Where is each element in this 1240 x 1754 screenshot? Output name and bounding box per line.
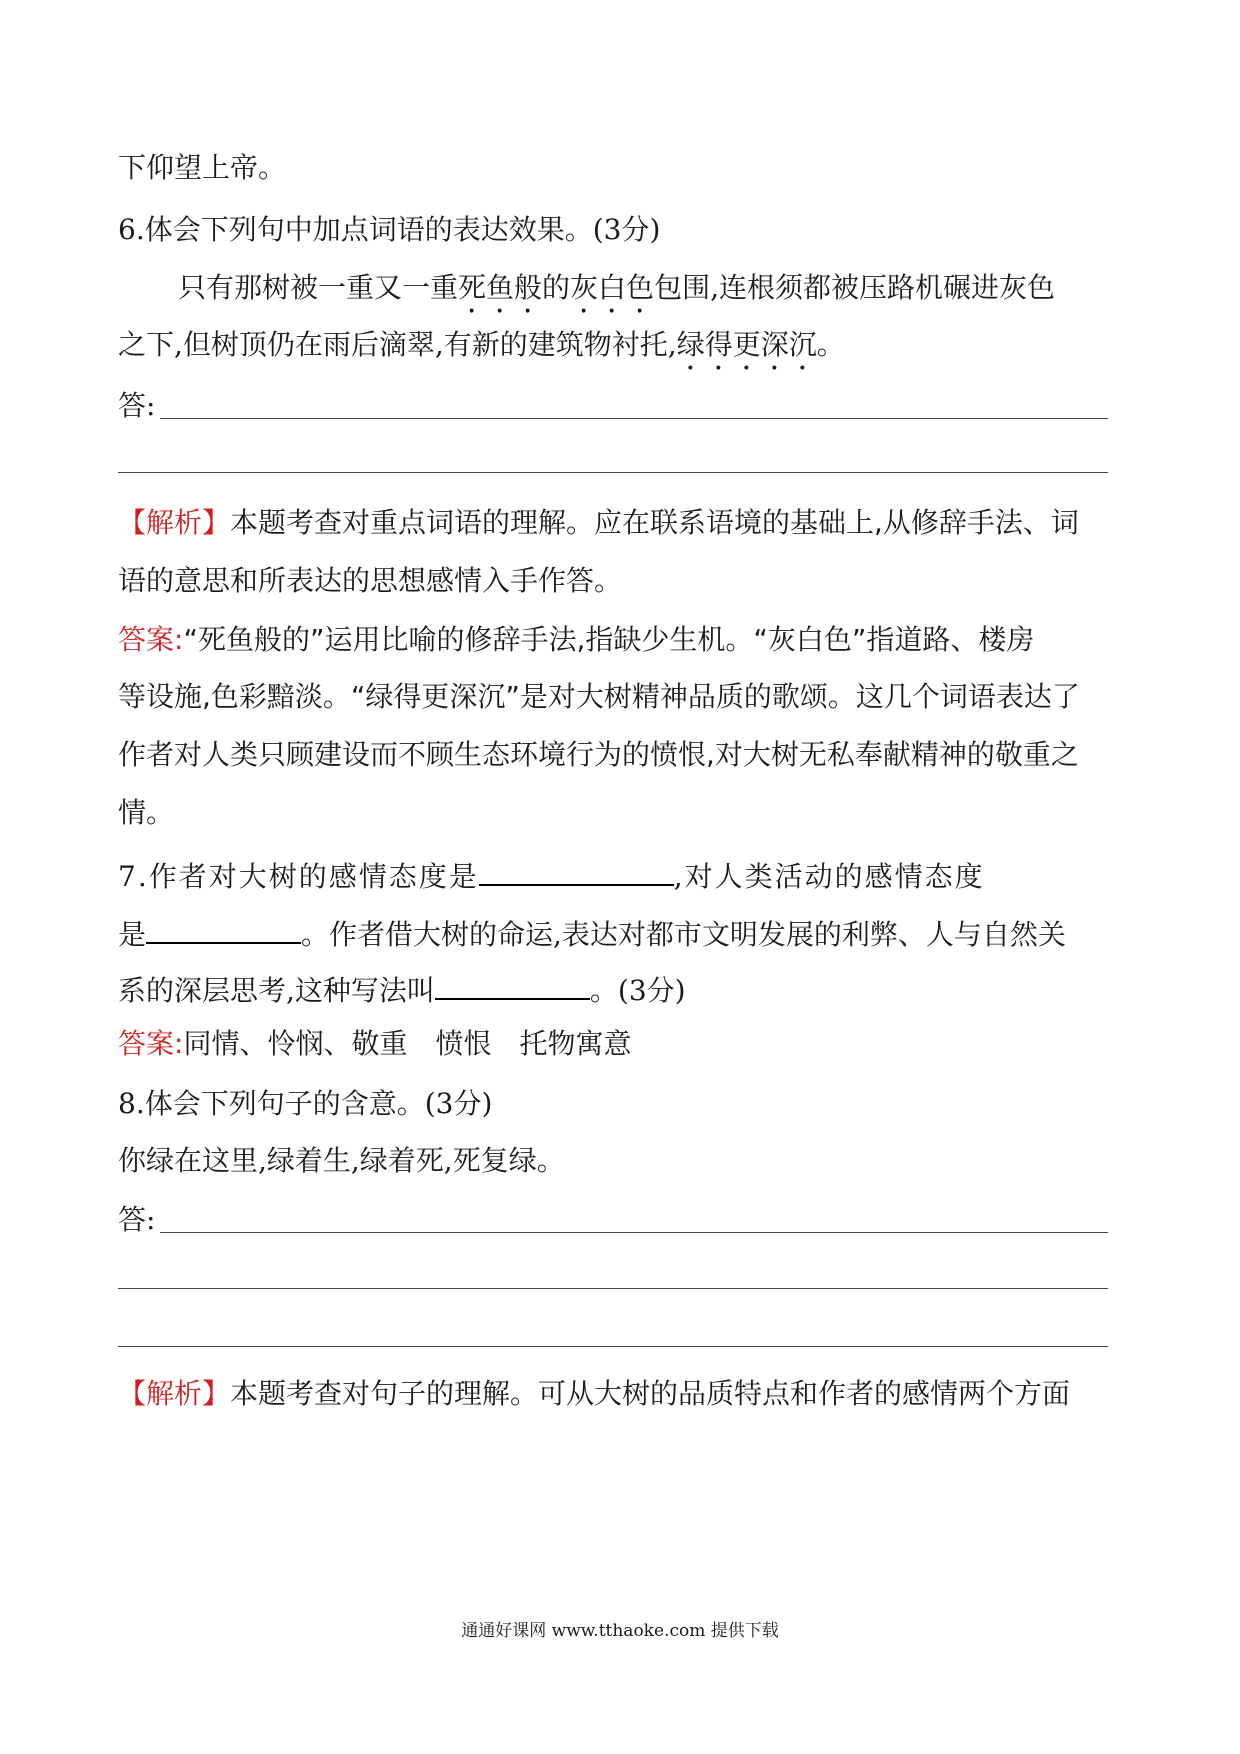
answer-label: 答:	[118, 389, 156, 422]
answer-blank-line[interactable]	[118, 472, 1108, 473]
fill-blank[interactable]	[146, 910, 301, 944]
answer-prefix	[118, 386, 155, 426]
answer-7	[118, 1024, 631, 1064]
answer-6	[118, 620, 1034, 660]
answer-label: 答:	[118, 1203, 156, 1236]
answer-blank-line[interactable]	[160, 418, 1108, 419]
text-fragment: 的	[542, 271, 571, 304]
answer-tag: 答案:	[118, 1027, 184, 1060]
answer-6-cont	[118, 735, 1079, 775]
answer-tag: 答案:	[118, 623, 184, 656]
answer-blank-line[interactable]	[118, 1346, 1108, 1347]
answer-prefix	[118, 1200, 155, 1240]
question-text: 6.体会下列句中加点词语的表达效果。(3分)	[118, 213, 661, 246]
analysis-tag: 【解析】	[118, 506, 231, 539]
analysis-1-cont	[118, 561, 622, 601]
quoted-sentence	[178, 268, 1055, 320]
question-text: 是	[118, 918, 147, 951]
question-text: 。作者借大树的命运,表达对都市文明发展的利弊、人与自然关	[301, 918, 1066, 951]
question-text: 系的深层思考,这种写法叫	[118, 974, 435, 1007]
question-8	[118, 1084, 492, 1124]
emphasized-word: 死鱼般	[458, 271, 543, 304]
quoted-sentence-cont	[118, 325, 845, 377]
quoted-sentence	[118, 1141, 565, 1181]
answer-blank-line[interactable]	[118, 1288, 1108, 1289]
fill-blank[interactable]	[479, 852, 674, 886]
answer-text: 情。	[118, 796, 175, 829]
text-fragment: 包围,连根须都被压路机碾进灰色	[654, 271, 1055, 304]
emphasized-word: 绿得更深沉	[676, 328, 817, 361]
answer-text: “死鱼般的”运用比喻的修辞手法,指缺少生机。“灰白色”指道路、楼房	[183, 623, 1035, 656]
question-text: 。(3分)	[589, 974, 686, 1007]
text-fragment: 之下,但树顶仍在雨后滴翠,有新的建筑物衬托,	[118, 328, 677, 361]
emphasized-word: 灰白色	[570, 271, 655, 304]
answer-6-cont	[118, 677, 1080, 717]
text-fragment: 。	[816, 328, 845, 361]
text-line	[118, 148, 286, 188]
page-footer: 通通好课网 www.tthaoke.com 提供下载	[461, 1621, 779, 1641]
question-7	[118, 852, 985, 897]
question-text: ,对人类活动的感情态度	[673, 860, 985, 893]
analysis-1	[118, 503, 1079, 543]
question-7-cont	[118, 966, 686, 1011]
question-text: 8.体会下列句子的含意。(3分)	[118, 1087, 493, 1120]
question-6	[118, 210, 660, 250]
analysis-text: 本题考查对句子的理解。可从大树的品质特点和作者的感情两个方面	[230, 1377, 1071, 1410]
question-text: 7.作者对大树的感情态度是	[118, 860, 479, 893]
answer-6-cont	[118, 793, 174, 833]
answer-blank-line[interactable]	[160, 1232, 1108, 1233]
analysis-2	[118, 1374, 1070, 1414]
text-fragment: 你绿在这里,绿着生,绿着死,死复绿。	[118, 1144, 565, 1177]
analysis-text: 语的意思和所表达的思想感情入手作答。	[118, 564, 623, 597]
answer-text: 等设施,色彩黯淡。“绿得更深沉”是对大树精神品质的歌颂。这几个词语表达了	[118, 680, 1080, 713]
answer-text: 作者对人类只顾建设而不顾生态环境行为的愤恨,对大树无私奉献精神的敬重之	[118, 738, 1079, 771]
answer-text: 同情、怜悯、敬重 愤恨 托物寓意	[183, 1027, 632, 1060]
analysis-tag: 【解析】	[118, 1377, 231, 1410]
text-fragment: 只有那树被一重又一重	[178, 271, 459, 304]
analysis-text: 本题考查对重点词语的理解。应在联系语境的基础上,从修辞手法、词	[230, 506, 1079, 539]
question-7-cont	[118, 910, 1066, 955]
fill-blank[interactable]	[435, 966, 590, 1000]
text-fragment: 下仰望上帝。	[118, 151, 287, 184]
